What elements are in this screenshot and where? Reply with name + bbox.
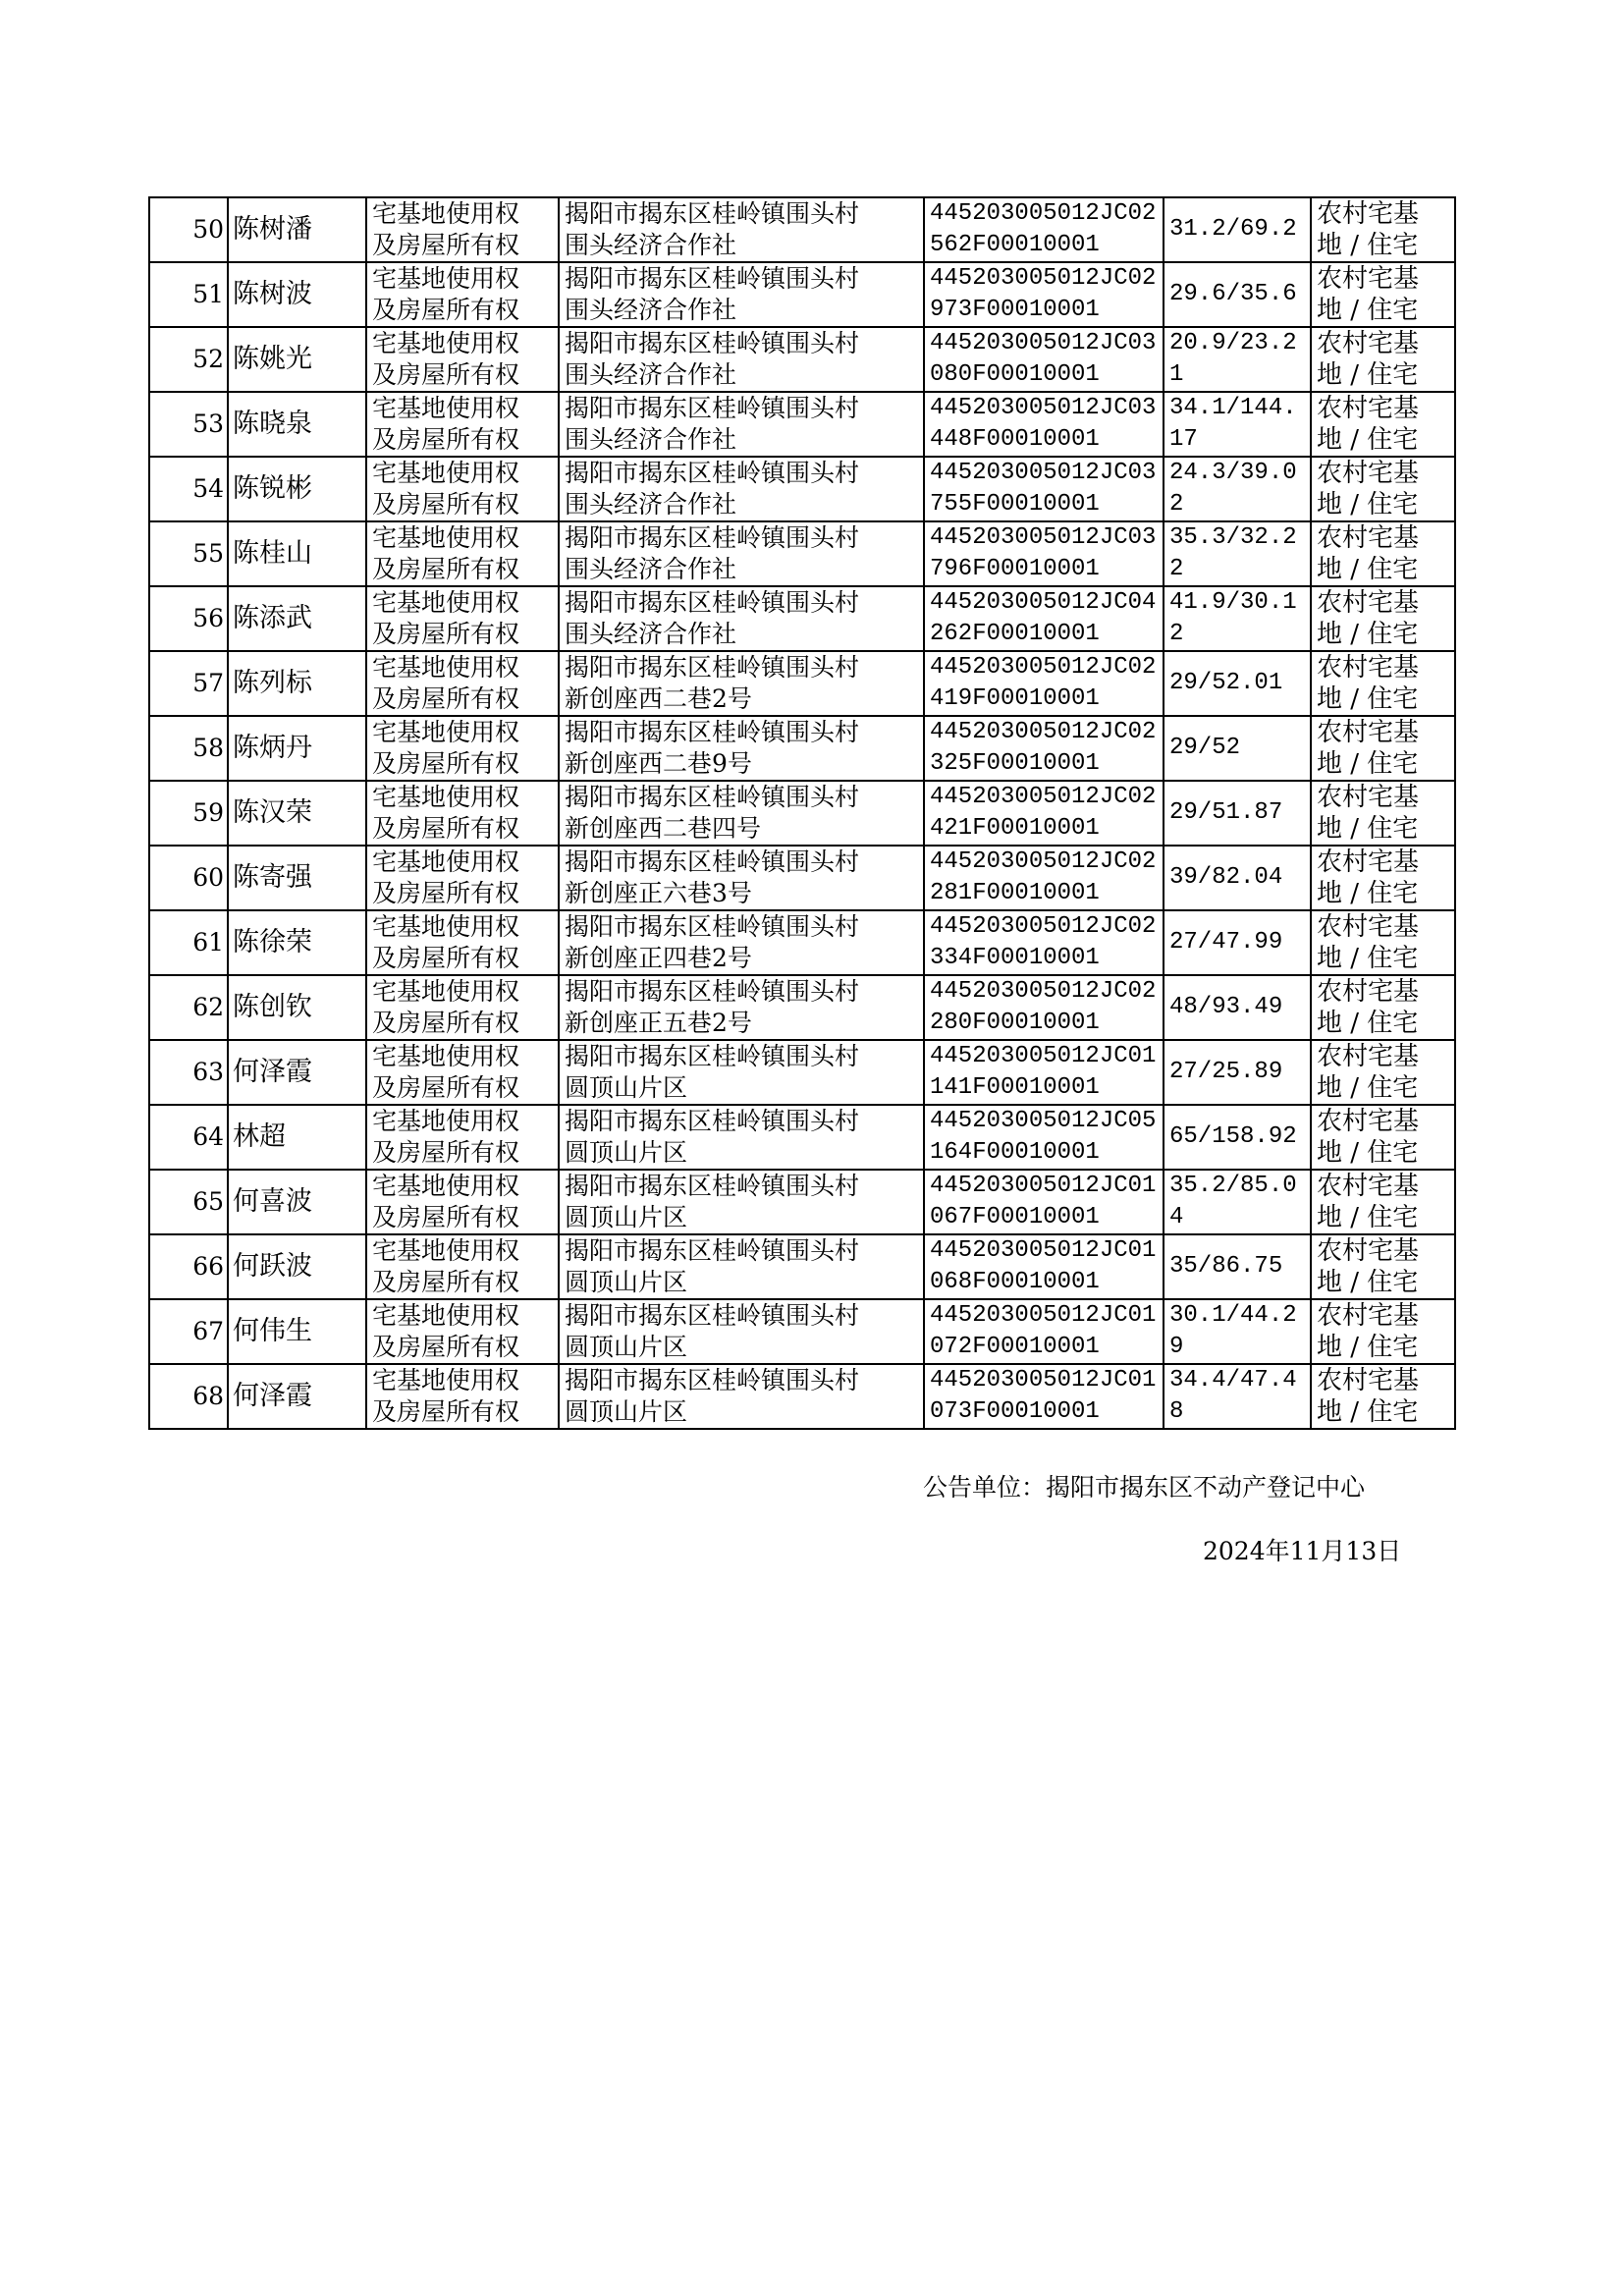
unit-code: 445203005012JC02 562F00010001 — [924, 197, 1164, 262]
property-location: 揭阳市揭东区桂岭镇围头村 围头经济合作社 — [559, 457, 924, 521]
land-use: 农村宅基 地 / 住宅 — [1311, 392, 1455, 457]
owner-name: 林超 — [228, 1105, 366, 1170]
table-row — [149, 1040, 1455, 1105]
row-number: 65 — [149, 1170, 228, 1234]
right-type: 宅基地使用权 及房屋所有权 — [366, 1364, 559, 1429]
land-use: 农村宅基 地 / 住宅 — [1311, 197, 1455, 262]
right-type: 宅基地使用权 及房屋所有权 — [366, 651, 559, 716]
property-location: 揭阳市揭东区桂岭镇围头村 圆顶山片区 — [559, 1040, 924, 1105]
land-use: 农村宅基 地 / 住宅 — [1311, 651, 1455, 716]
area-value: 39/82.04 — [1164, 846, 1311, 910]
land-use: 农村宅基 地 / 住宅 — [1311, 1364, 1455, 1429]
land-use: 农村宅基 地 / 住宅 — [1311, 327, 1455, 392]
table-row — [149, 781, 1455, 846]
table-row — [149, 1299, 1455, 1364]
right-type: 宅基地使用权 及房屋所有权 — [366, 586, 559, 651]
row-number: 59 — [149, 781, 228, 846]
land-use: 农村宅基 地 / 住宅 — [1311, 781, 1455, 846]
table-row — [149, 392, 1455, 457]
area-value: 35.2/85.0 4 — [1164, 1170, 1311, 1234]
unit-code: 445203005012JC03 080F00010001 — [924, 327, 1164, 392]
right-type: 宅基地使用权 及房屋所有权 — [366, 1299, 559, 1364]
area-value: 48/93.49 — [1164, 975, 1311, 1040]
property-location: 揭阳市揭东区桂岭镇围头村 围头经济合作社 — [559, 392, 924, 457]
owner-name: 陈添武 — [228, 586, 366, 651]
unit-code: 445203005012JC02 419F00010001 — [924, 651, 1164, 716]
row-number: 57 — [149, 651, 228, 716]
property-location: 揭阳市揭东区桂岭镇围头村 新创座正四巷2号 — [559, 910, 924, 975]
owner-name: 何伟生 — [228, 1299, 366, 1364]
row-number: 62 — [149, 975, 228, 1040]
owner-name: 陈创钦 — [228, 975, 366, 1040]
row-number: 68 — [149, 1364, 228, 1429]
owner-name: 陈桂山 — [228, 521, 366, 586]
right-type: 宅基地使用权 及房屋所有权 — [366, 521, 559, 586]
owner-name: 陈汉荣 — [228, 781, 366, 846]
unit-code: 445203005012JC03 796F00010001 — [924, 521, 1164, 586]
owner-name: 陈列标 — [228, 651, 366, 716]
land-use: 农村宅基 地 / 住宅 — [1311, 457, 1455, 521]
table-row — [149, 1105, 1455, 1170]
right-type: 宅基地使用权 及房屋所有权 — [366, 846, 559, 910]
area-value: 30.1/44.2 9 — [1164, 1299, 1311, 1364]
right-type: 宅基地使用权 及房屋所有权 — [366, 262, 559, 327]
table-row — [149, 586, 1455, 651]
property-location: 揭阳市揭东区桂岭镇围头村 新创座西二巷四号 — [559, 781, 924, 846]
unit-code: 445203005012JC02 421F00010001 — [924, 781, 1164, 846]
land-use: 农村宅基 地 / 住宅 — [1311, 1105, 1455, 1170]
land-use: 农村宅基 地 / 住宅 — [1311, 1170, 1455, 1234]
right-type: 宅基地使用权 及房屋所有权 — [366, 1105, 559, 1170]
row-number: 58 — [149, 716, 228, 781]
area-value: 35/86.75 — [1164, 1234, 1311, 1299]
property-location: 揭阳市揭东区桂岭镇围头村 圆顶山片区 — [559, 1364, 924, 1429]
land-use: 农村宅基 地 / 住宅 — [1311, 262, 1455, 327]
owner-name: 何喜波 — [228, 1170, 366, 1234]
table-row — [149, 521, 1455, 586]
row-number: 64 — [149, 1105, 228, 1170]
row-number: 50 — [149, 197, 228, 262]
property-location: 揭阳市揭东区桂岭镇围头村 新创座正六巷3号 — [559, 846, 924, 910]
row-number: 52 — [149, 327, 228, 392]
table-row — [149, 651, 1455, 716]
row-number: 53 — [149, 392, 228, 457]
right-type: 宅基地使用权 及房屋所有权 — [366, 716, 559, 781]
table-row — [149, 910, 1455, 975]
unit-code: 445203005012JC02 281F00010001 — [924, 846, 1164, 910]
land-use: 农村宅基 地 / 住宅 — [1311, 846, 1455, 910]
unit-code: 445203005012JC03 755F00010001 — [924, 457, 1164, 521]
property-location: 揭阳市揭东区桂岭镇围头村 圆顶山片区 — [559, 1299, 924, 1364]
owner-name: 陈树波 — [228, 262, 366, 327]
owner-name: 陈晓泉 — [228, 392, 366, 457]
property-location: 揭阳市揭东区桂岭镇围头村 圆顶山片区 — [559, 1105, 924, 1170]
owner-name: 陈树潘 — [228, 197, 366, 262]
table-row — [149, 975, 1455, 1040]
area-value: 35.3/32.2 2 — [1164, 521, 1311, 586]
table-row — [149, 197, 1455, 262]
property-location: 揭阳市揭东区桂岭镇围头村 新创座正五巷2号 — [559, 975, 924, 1040]
unit-code: 445203005012JC01 072F00010001 — [924, 1299, 1164, 1364]
right-type: 宅基地使用权 及房屋所有权 — [366, 197, 559, 262]
unit-code: 445203005012JC04 262F00010001 — [924, 586, 1164, 651]
property-location: 揭阳市揭东区桂岭镇围头村 圆顶山片区 — [559, 1234, 924, 1299]
table-row — [149, 1170, 1455, 1234]
right-type: 宅基地使用权 及房屋所有权 — [366, 327, 559, 392]
area-value: 41.9/30.1 2 — [1164, 586, 1311, 651]
table-body — [149, 197, 1455, 1429]
area-value: 20.9/23.2 1 — [1164, 327, 1311, 392]
land-use: 农村宅基 地 / 住宅 — [1311, 521, 1455, 586]
table-row — [149, 327, 1455, 392]
owner-name: 陈寄强 — [228, 846, 366, 910]
row-number: 61 — [149, 910, 228, 975]
property-location: 揭阳市揭东区桂岭镇围头村 围头经济合作社 — [559, 586, 924, 651]
table-row — [149, 846, 1455, 910]
registry-table — [148, 196, 1456, 1430]
land-use: 农村宅基 地 / 住宅 — [1311, 1299, 1455, 1364]
area-value: 34.1/144. 17 — [1164, 392, 1311, 457]
area-value: 34.4/47.4 8 — [1164, 1364, 1311, 1429]
land-use: 农村宅基 地 / 住宅 — [1311, 586, 1455, 651]
area-value: 29/52 — [1164, 716, 1311, 781]
property-location: 揭阳市揭东区桂岭镇围头村 圆顶山片区 — [559, 1170, 924, 1234]
row-number: 63 — [149, 1040, 228, 1105]
announcing-unit: 公告单位：揭阳市揭东区不动产登记中心 — [923, 1473, 1366, 1502]
row-number: 51 — [149, 262, 228, 327]
property-location: 揭阳市揭东区桂岭镇围头村 围头经济合作社 — [559, 197, 924, 262]
area-value: 29/52.01 — [1164, 651, 1311, 716]
announcement-date: 2024年11月13日 — [1203, 1537, 1402, 1565]
table-row — [149, 262, 1455, 327]
table-row — [149, 1364, 1455, 1429]
unit-code: 445203005012JC01 141F00010001 — [924, 1040, 1164, 1105]
right-type: 宅基地使用权 及房屋所有权 — [366, 1170, 559, 1234]
area-value: 27/47.99 — [1164, 910, 1311, 975]
owner-name: 何泽霞 — [228, 1364, 366, 1429]
right-type: 宅基地使用权 及房屋所有权 — [366, 910, 559, 975]
area-value: 24.3/39.0 2 — [1164, 457, 1311, 521]
row-number: 66 — [149, 1234, 228, 1299]
unit-code: 445203005012JC01 068F00010001 — [924, 1234, 1164, 1299]
area-value: 29.6/35.6 — [1164, 262, 1311, 327]
land-use: 农村宅基 地 / 住宅 — [1311, 716, 1455, 781]
owner-name: 陈徐荣 — [228, 910, 366, 975]
unit-code: 445203005012JC02 280F00010001 — [924, 975, 1164, 1040]
right-type: 宅基地使用权 及房屋所有权 — [366, 781, 559, 846]
land-use: 农村宅基 地 / 住宅 — [1311, 975, 1455, 1040]
property-location: 揭阳市揭东区桂岭镇围头村 新创座西二巷9号 — [559, 716, 924, 781]
table-row — [149, 716, 1455, 781]
owner-name: 何泽霞 — [228, 1040, 366, 1105]
right-type: 宅基地使用权 及房屋所有权 — [366, 1234, 559, 1299]
property-location: 揭阳市揭东区桂岭镇围头村 围头经济合作社 — [559, 262, 924, 327]
unit-code: 445203005012JC01 073F00010001 — [924, 1364, 1164, 1429]
row-number: 54 — [149, 457, 228, 521]
table-row — [149, 1234, 1455, 1299]
unit-code: 445203005012JC05 164F00010001 — [924, 1105, 1164, 1170]
right-type: 宅基地使用权 及房屋所有权 — [366, 1040, 559, 1105]
property-location: 揭阳市揭东区桂岭镇围头村 新创座西二巷2号 — [559, 651, 924, 716]
property-location: 揭阳市揭东区桂岭镇围头村 围头经济合作社 — [559, 327, 924, 392]
right-type: 宅基地使用权 及房屋所有权 — [366, 457, 559, 521]
land-use: 农村宅基 地 / 住宅 — [1311, 910, 1455, 975]
owner-name: 何跃波 — [228, 1234, 366, 1299]
unit-code: 445203005012JC02 334F00010001 — [924, 910, 1164, 975]
owner-name: 陈锐彬 — [228, 457, 366, 521]
row-number: 67 — [149, 1299, 228, 1364]
right-type: 宅基地使用权 及房屋所有权 — [366, 392, 559, 457]
area-value: 27/25.89 — [1164, 1040, 1311, 1105]
table-row — [149, 457, 1455, 521]
unit-code: 445203005012JC03 448F00010001 — [924, 392, 1164, 457]
row-number: 55 — [149, 521, 228, 586]
row-number: 60 — [149, 846, 228, 910]
unit-code: 445203005012JC02 973F00010001 — [924, 262, 1164, 327]
area-value: 65/158.92 — [1164, 1105, 1311, 1170]
owner-name: 陈炳丹 — [228, 716, 366, 781]
right-type: 宅基地使用权 及房屋所有权 — [366, 975, 559, 1040]
unit-code: 445203005012JC02 325F00010001 — [924, 716, 1164, 781]
area-value: 31.2/69.2 — [1164, 197, 1311, 262]
unit-code: 445203005012JC01 067F00010001 — [924, 1170, 1164, 1234]
owner-name: 陈姚光 — [228, 327, 366, 392]
row-number: 56 — [149, 586, 228, 651]
land-use: 农村宅基 地 / 住宅 — [1311, 1040, 1455, 1105]
property-location: 揭阳市揭东区桂岭镇围头村 围头经济合作社 — [559, 521, 924, 586]
area-value: 29/51.87 — [1164, 781, 1311, 846]
land-use: 农村宅基 地 / 住宅 — [1311, 1234, 1455, 1299]
